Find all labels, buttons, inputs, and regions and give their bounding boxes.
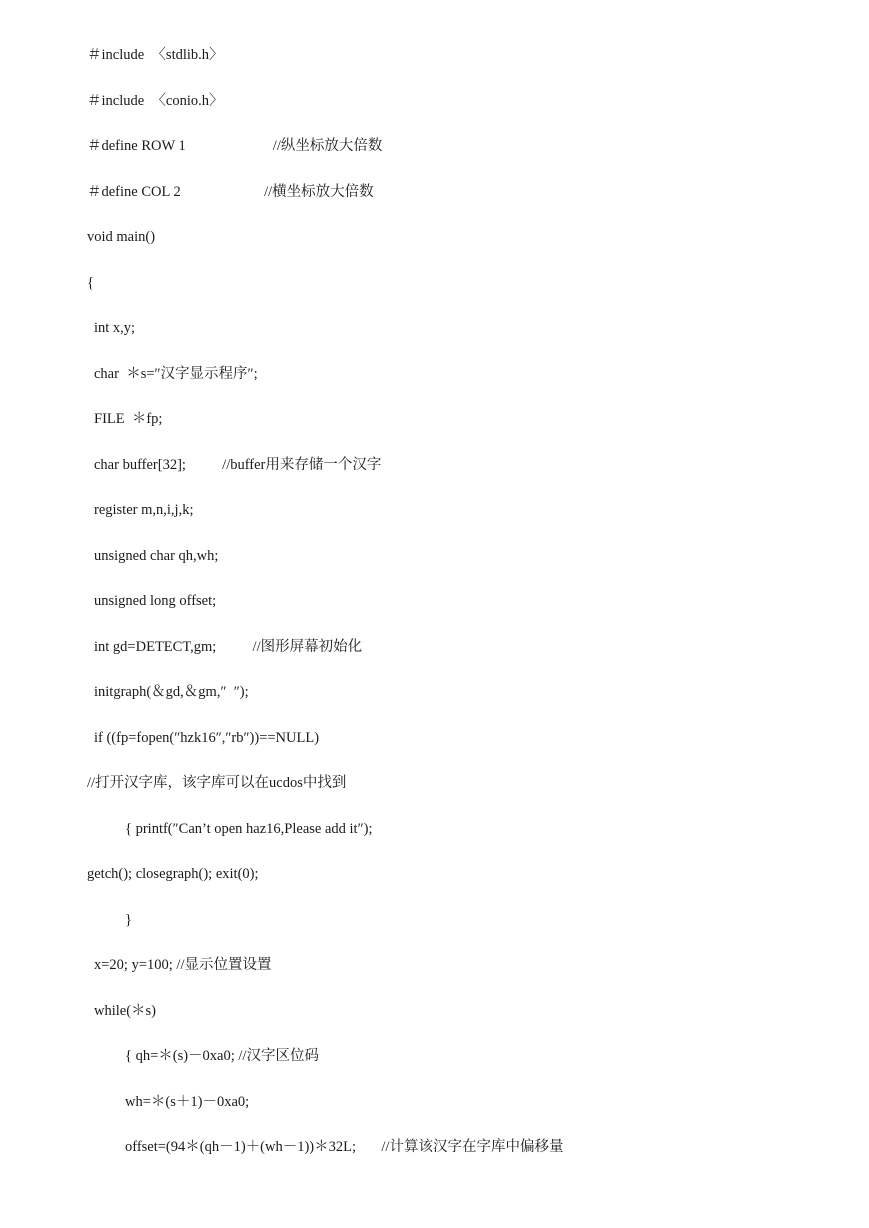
code-line: int x,y; [94,320,136,336]
code-line: ＃define COL 2 //横坐标放大倍数 [87,184,374,200]
code-line: ＃include 〈stdlib.h〉 [87,47,224,63]
code-line: while(＊s) [94,1003,157,1019]
code-line: x=20; y=100; //显示位置设置 [94,957,272,973]
code-line: { printf(″Can’t open haz16,Please add it″); [125,821,373,837]
code-line: //打开汉字库，该字库可以在ucdos中找到 [87,775,347,791]
code-line: register m,n,i,j,k; [94,502,194,518]
code-line: FILE ＊fp; [94,411,163,427]
code-line: } [125,912,132,928]
code-line: getch(); closegraph(); exit(0); [87,866,259,882]
code-line: unsigned long offset; [94,593,217,609]
code-line: unsigned char qh,wh; [94,548,219,564]
code-line: initgraph(＆gd,＆gm,″ ″); [94,684,249,700]
code-line: offset=(94＊(qh－1)＋(wh－1))＊32L; //计算该汉字在字库中偏移量 [125,1139,564,1155]
code-line: ＃include 〈conio.h〉 [87,93,224,109]
code-line: { qh=＊(s)－0xa0; //汉字区位码 [125,1048,319,1064]
code-line: void main() [87,229,156,245]
code-line: char ＊s=″汉字显示程序″; [94,366,258,382]
code-line: char buffer[32]; //buffer用来存储一个汉字 [94,457,382,473]
code-line: wh=＊(s＋1)－0xa0; [125,1094,250,1110]
code-line: ＃define ROW 1 //纵坐标放大倍数 [87,138,383,154]
code-line: if ((fp=fopen(″hzk16″,″rb″))==NULL) [94,730,320,746]
code-line: { [87,275,94,291]
code-line: int gd=DETECT,gm; //图形屏幕初始化 [94,639,363,655]
